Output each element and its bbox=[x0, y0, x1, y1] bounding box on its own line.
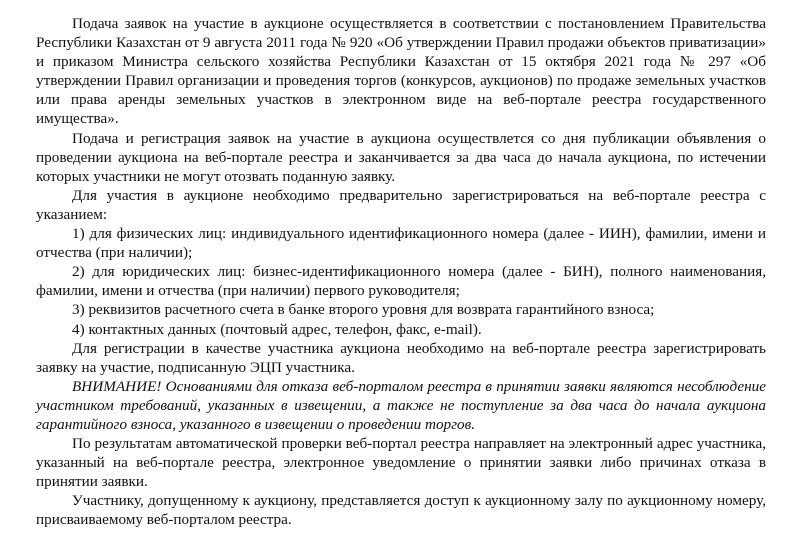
paragraph-application-period: Подача и регистрация заявок на участие в аукциона осуществлется со дня публикации объявления о проведении аукциона на веб-портале реестра и заканчивается за два часа до начала аукциона, по истечении которых участники не могут отозвать поданную заявку. bbox=[36, 129, 766, 185]
list-item-bank-account: 3) реквизитов расчетного счета в банке второго уровня для возврата гарантийного взноса; bbox=[72, 301, 655, 319]
list-item-contact-data: 4) контактных данных (почтовый адрес, телефон, факс, e-mail). bbox=[72, 320, 482, 338]
notice-paragraph bbox=[36, 377, 766, 434]
document-body bbox=[36, 14, 766, 530]
paragraph-participant-registration: Для регистрации в качестве участника аукциона необходимо на веб-портале реестра зарегистрировать заявку на участие, подписанную ЭЦП участника. bbox=[36, 339, 766, 376]
paragraph-legal-basis: Подача заявок на участие в аукционе осуществляется в соответствии с постановлением Правительства Республики Казахстан от 9 августа 2011 года № 920 «Об утверждении Правил продажи объектов приватизации» и приказом Министра сельского хозяйства Республики Казахстан от 15 октября 2021 года № 297 «Об утверждении Правил организации и проведения торгов (конкурсов, аукционов) по продаже земельных участков или права аренды земельных участков в электронном виде на веб-портале реестра государственного имущества». bbox=[36, 15, 766, 128]
paragraph-auction-access: Участнику, допущенному к аукциону, представляется доступ к аукционному залу по аукционному номеру, присваиваемому веб-порталом реестра. bbox=[36, 492, 766, 529]
list-item-legal-entities: 2) для юридических лиц: бизнес-идентификационного номера (далее - БИН), полного наименования, фамилии, имени и отчества (при наличии) первого руководителя; bbox=[36, 263, 766, 300]
notice-text: Основаниями для отказа веб-порталом реестра в принятии заявки являются несоблюдение участником требований, указанных в извещении, а также не поступление за два часа до начала аукциона гарантийного взноса, указанного в извещении о проведении торгов. bbox=[36, 377, 766, 433]
paragraph-registration-intro: Для участия в аукционе необходимо предварительно зарегистрироваться на веб-портале реестра с указанием: bbox=[36, 186, 766, 223]
list-item-individuals: 1) для физических лиц: индивидуального идентификационного номера (далее - ИИН), фамилии, имени и отчества (при наличии); bbox=[36, 225, 766, 262]
paragraph-verification-result: По результатам автоматической проверки веб-портал реестра направляет на электронный адрес участника, указанный на веб-портале реестра, электронное уведомление о принятии заявки либо причинах отказа в принятии заявки. bbox=[36, 435, 766, 491]
notice-label: ВНИМАНИЕ! bbox=[72, 377, 162, 395]
